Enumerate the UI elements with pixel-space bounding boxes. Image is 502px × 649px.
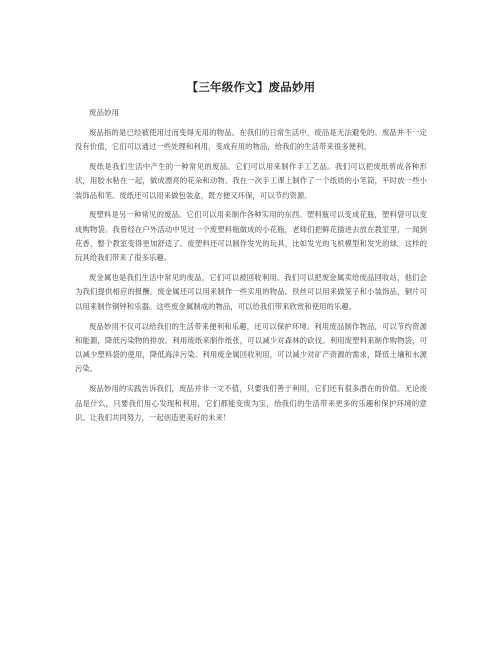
paragraph-2: 废纸是我们生活中产生的一种常见的废品。它们可以用来制作手工艺品。我们可以把废纸剪成各种形状，用胶水粘在一起，做成漂亮的花朵和动物。我在一次手工课上制作了一个纸质的小笔筒，平时放一些小装饰品和笔。废纸还可以用来做包装盒，既方便又环保，可以节约资源。: [75, 162, 427, 200]
essay-subheading: 废品妙用: [89, 108, 119, 117]
document-title: 【三年级作文】废品妙用: [186, 80, 316, 94]
paragraph-1: 废品指的是已经被使用过而变得无用的物品。在我们的日常生活中，废品是无法避免的。废品并不一定没有价值，它们可以通过一些处理和利用，变成有用的物品，给我们的生活带来很多便利。: [75, 128, 427, 152]
paragraph-6: 废品妙用的实践告诉我们，废品并非一文不值，只要我们善于利用，它们还有很多潜在的价值。无论废品是什么，只要我们用心发现和利用，它们都能变废为宝，给我们的生活带来更多的乐趣和保护环境的意识。让我们共同努力，一起创造更美好的未来！: [75, 384, 427, 422]
paragraph-4: 废金属也是我们生活中常见的废品，它们可以被回收利用。我们可以把废金属卖给废品回收站，他们会为我们提供相应的报酬。废金属还可以用来制作一些实用的物品。铁丝可以用来做笼子和小装饰品，铜片可以用来制作铜钟和乐器。这些废金属制成的物品，可以给我们带来欣赏和使用的乐趣。: [75, 273, 427, 311]
paragraph-3: 废塑料是另一种常见的废品。它们可以用来制作各种实用的东西。塑料瓶可以变成花瓶，塑料袋可以变成购物袋。我曾经在户外活动中见过一个废塑料瓶做成的小花瓶，老师们把鲜花插进去放在教室里，一闻到花香，整个教室变得更加舒适了。废塑料还可以制作发光的玩具，比如发光的飞机模型和发光的球。这样的玩具给我们带来了很多乐趣。: [75, 210, 427, 263]
essay-body: [75, 126, 427, 431]
paragraph-5: 废品妙用不仅可以给我们的生活带来便利和乐趣，还可以保护环境。利用废品制作物品，可以节约资源和能源，降低污染物的排放。利用废纸来制作纸张，可以减少对森林的砍伐。利用废塑料来制作购物袋，可以减少塑料袋的使用，降低海洋污染。利用废金属回收利用，可以减少对矿产资源的需求，降低土壤和水源污染。: [75, 321, 427, 374]
